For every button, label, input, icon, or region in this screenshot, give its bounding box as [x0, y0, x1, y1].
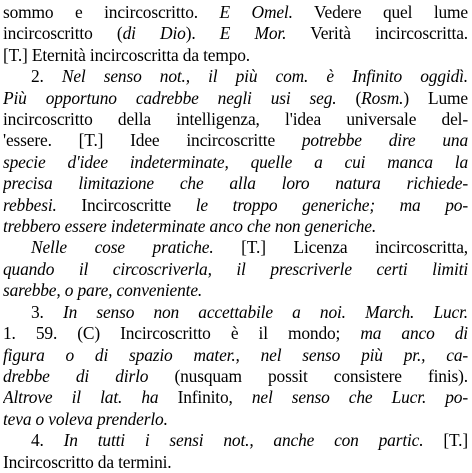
- text-line: [3, 23, 468, 44]
- italic-text: specie d'idee indeterminate, quelle a cui manca la: [3, 151, 468, 172]
- text-line: [3, 302, 468, 323]
- italic-text: teva o voleva prenderlo.: [3, 408, 168, 429]
- roman-text: [T.]: [423, 430, 468, 451]
- roman-text: incircoscritto (: [3, 23, 123, 44]
- text-line: [3, 130, 468, 151]
- text-line: [3, 387, 468, 408]
- roman-text: ) Lume: [403, 87, 468, 108]
- italic-text: ma anco di: [360, 323, 468, 344]
- italic-text: precisa limitazione che alla loro natura richiede-: [3, 173, 468, 194]
- italic-text: potrebbe dire una: [301, 130, 468, 151]
- roman-text: ).: [185, 23, 220, 44]
- roman-text: Incircoscritte: [56, 194, 196, 215]
- italic-text: Più opportuno cadrebbe negli usi seg.: [3, 87, 337, 108]
- text-line: [3, 430, 468, 451]
- roman-text: Verità incircoscritta.: [286, 23, 468, 44]
- roman-text: 'essere. [T.] Idee incircoscritte: [3, 130, 302, 151]
- roman-text: incircoscritto della intelligenza, l'idea universale del-: [3, 109, 468, 130]
- italic-text: E Omel.: [219, 2, 293, 22]
- italic-text: Altrove il lat. ha: [3, 387, 159, 408]
- text-line: [3, 237, 468, 258]
- italic-text: sarebbe, o pare, conveniente.: [3, 280, 203, 301]
- text-line: [3, 195, 468, 216]
- italic-text: Nelle cose pratiche.: [31, 237, 214, 258]
- italic-text: In senso non accettabile a noi. March. Lucr.: [62, 301, 468, 322]
- roman-text: Vedere quel lume: [292, 2, 468, 22]
- italic-text: E Mor.: [219, 23, 287, 44]
- italic-text: quando il circoscriverla, il prescriverle certi limiti: [3, 258, 468, 279]
- italic-text: le troppo generiche; ma po-: [195, 194, 468, 215]
- text-line: [3, 88, 468, 109]
- italic-text: Rosm.: [361, 87, 404, 108]
- text-line: [3, 173, 468, 194]
- text-line: [3, 109, 468, 130]
- roman-text: [T.] Licenza incircoscritta,: [213, 237, 468, 258]
- roman-text: 3.: [31, 301, 63, 322]
- roman-text: Incircoscritto da termini.: [3, 451, 172, 472]
- text-line: [3, 66, 468, 87]
- italic-text: rebbesi.: [3, 194, 57, 215]
- roman-text: [T.] Eternità incircoscritta da tempo.: [3, 44, 250, 65]
- roman-text: sommo e incircoscritto.: [3, 2, 220, 22]
- italic-text: figura o di spazio mater., nel senso più pr., ca-: [3, 344, 468, 365]
- roman-text: 1. 59. (C) Incircoscritto è il mondo;: [3, 323, 361, 344]
- dictionary-entry-text: [3, 2, 468, 473]
- text-line: [3, 409, 468, 430]
- roman-text: (: [336, 87, 362, 108]
- roman-text: 4.: [31, 430, 64, 451]
- text-line: [3, 259, 468, 280]
- italic-text: drebbe di dirlo: [3, 365, 149, 386]
- text-line: [3, 345, 468, 366]
- italic-text: In tutti i sensi not., anche con partic.: [63, 430, 424, 451]
- roman-text: Infinito,: [158, 387, 252, 408]
- text-line: [3, 2, 468, 23]
- italic-text: trebbero essere indeterminate anco che non generiche.: [3, 216, 377, 237]
- text-line: [3, 366, 468, 387]
- roman-text: (nusquam possit consistere finis).: [148, 365, 468, 386]
- italic-text: Nel senso not., il più com. è Infinito oggidì.: [61, 66, 468, 87]
- text-line: [3, 216, 468, 237]
- text-line: [3, 323, 468, 344]
- italic-text: di Dio: [122, 23, 186, 44]
- text-line: [3, 280, 468, 301]
- roman-text: 2.: [31, 66, 62, 87]
- text-line: [3, 152, 468, 173]
- italic-text: nel senso che Lucr. po-: [251, 387, 468, 408]
- text-line: [3, 45, 468, 66]
